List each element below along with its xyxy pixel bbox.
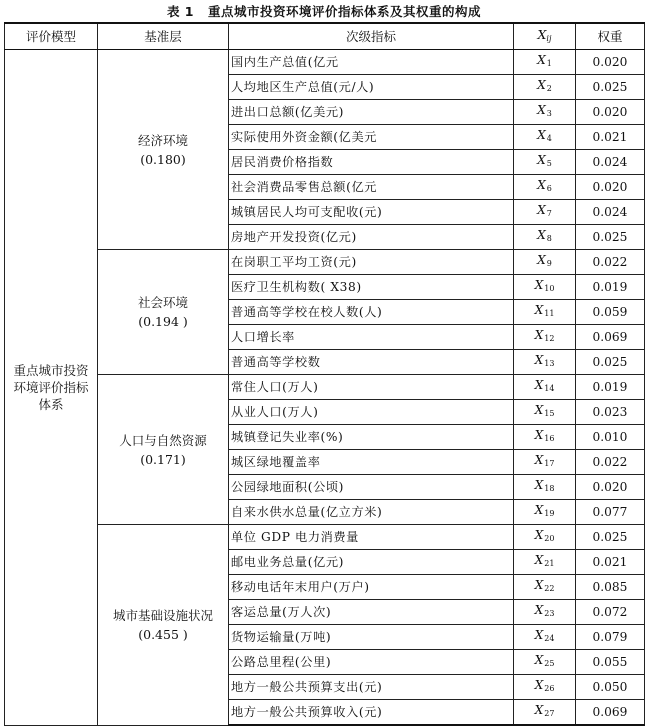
weight-cell: 0.069: [576, 700, 645, 726]
code-cell: $X_{22}$: [514, 575, 576, 600]
code-cell: $X_{13}$: [514, 350, 576, 375]
weight-cell: 0.059: [576, 300, 645, 325]
header-row: [5, 23, 645, 50]
weight-cell: 0.010: [576, 425, 645, 450]
header-weight: 权重: [576, 23, 645, 50]
indicator-cell: 自来水供水总量(亿立方米): [229, 500, 514, 525]
code-cell: $X_8$: [514, 225, 576, 250]
weight-cell: 0.025: [576, 350, 645, 375]
weight-cell: 0.023: [576, 400, 645, 425]
code-cell: $X_6$: [514, 175, 576, 200]
weight-cell: 0.021: [576, 125, 645, 150]
code-cell: $X_{27}$: [514, 700, 576, 726]
weight-cell: 0.019: [576, 375, 645, 400]
layer-weight: (0.171): [140, 451, 186, 467]
header-layer: 基准层: [98, 23, 229, 50]
indicator-cell: 城镇登记失业率(%): [229, 425, 514, 450]
indicator-cell: 实际使用外资金额(亿美元: [229, 125, 514, 150]
indicator-cell: 地方一般公共预算收入(元): [229, 700, 514, 726]
indicator-cell: 普通高等学校数: [229, 350, 514, 375]
table-row: [5, 525, 645, 550]
table-title: 重点城市投资环境评价指标体系及其权重的构成: [208, 4, 482, 19]
indicator-cell: 单位 GDP 电力消费量: [229, 525, 514, 550]
indicator-cell: 人均地区生产总值(元/人): [229, 75, 514, 100]
weight-cell: 0.025: [576, 525, 645, 550]
indicator-cell: 客运总量(万人次): [229, 600, 514, 625]
weight-cell: 0.024: [576, 150, 645, 175]
code-cell: $X_3$: [514, 100, 576, 125]
weight-cell: 0.022: [576, 250, 645, 275]
weight-cell: 0.019: [576, 275, 645, 300]
indicator-table: [4, 22, 645, 726]
indicator-cell: 进出口总额(亿美元): [229, 100, 514, 125]
indicator-cell: 普通高等学校在校人数(人): [229, 300, 514, 325]
weight-cell: 0.085: [576, 575, 645, 600]
weight-cell: 0.055: [576, 650, 645, 675]
header-code: $X_{ij}$: [514, 23, 576, 50]
model-cell: 重点城市投资环境评价指标体系: [5, 50, 98, 726]
layer-name: 人口与自然资源: [119, 432, 207, 448]
code-cell: $X_{26}$: [514, 675, 576, 700]
layer-weight: (0.194 ): [138, 314, 188, 329]
code-cell: $X_{15}$: [514, 400, 576, 425]
weight-cell: 0.020: [576, 50, 645, 75]
code-cell: $X_9$: [514, 250, 576, 275]
weight-cell: 0.022: [576, 450, 645, 475]
weight-cell: 0.020: [576, 475, 645, 500]
table-number: 表 1: [166, 4, 195, 19]
code-cell: $X_{12}$: [514, 325, 576, 350]
indicator-cell: 从业人口(万人): [229, 400, 514, 425]
table-row: [5, 50, 645, 75]
table-body: [5, 50, 645, 726]
indicator-cell: 国内生产总值(亿元: [229, 50, 514, 75]
layer-cell: [98, 50, 229, 250]
layer-name: 经济环境: [137, 132, 188, 148]
table-caption: [0, 2, 648, 20]
weight-cell: 0.025: [576, 75, 645, 100]
code-cell: $X_7$: [514, 200, 576, 225]
weight-cell: 0.072: [576, 600, 645, 625]
code-cell: $X_4$: [514, 125, 576, 150]
code-cell: $X_2$: [514, 75, 576, 100]
code-cell: $X_{23}$: [514, 600, 576, 625]
code-cell: $X_{16}$: [514, 425, 576, 450]
indicator-cell: 邮电业务总量(亿元): [229, 550, 514, 575]
indicator-cell: 货物运输量(万吨): [229, 625, 514, 650]
weight-cell: 0.079: [576, 625, 645, 650]
code-cell: $X_{18}$: [514, 475, 576, 500]
code-cell: $X_{10}$: [514, 275, 576, 300]
weight-cell: 0.069: [576, 325, 645, 350]
layer-name: 城市基础设施状况: [112, 607, 213, 623]
indicator-cell: 公路总里程(公里): [229, 650, 514, 675]
indicator-cell: 城镇居民人均可支配收(元): [229, 200, 514, 225]
indicator-cell: 人口增长率: [229, 325, 514, 350]
indicator-cell: 社会消费品零售总额(亿元: [229, 175, 514, 200]
code-cell: $X_{19}$: [514, 500, 576, 525]
weight-cell: 0.021: [576, 550, 645, 575]
weight-cell: 0.024: [576, 200, 645, 225]
indicator-cell: 居民消费价格指数: [229, 150, 514, 175]
header-model: 评价模型: [5, 23, 98, 50]
layer-cell: [98, 250, 229, 375]
code-cell: $X_{17}$: [514, 450, 576, 475]
weight-cell: 0.077: [576, 500, 645, 525]
weight-cell: 0.025: [576, 225, 645, 250]
indicator-cell: 城区绿地覆盖率: [229, 450, 514, 475]
layer-weight: (0.455 ): [138, 626, 188, 642]
indicator-cell: 房地产开发投资(亿元): [229, 225, 514, 250]
weight-cell: 0.020: [576, 100, 645, 125]
layer-cell: [98, 375, 229, 525]
indicator-cell: 在岗职工平均工资(元): [229, 250, 514, 275]
indicator-cell: 常住人口(万人): [229, 375, 514, 400]
layer-name: 社会环境: [137, 295, 188, 310]
indicator-cell: 公园绿地面积(公顷): [229, 475, 514, 500]
weight-cell: 0.050: [576, 675, 645, 700]
code-cell: $X_1$: [514, 50, 576, 75]
indicator-cell: 移动电话年末用户(万户): [229, 575, 514, 600]
weight-cell: 0.020: [576, 175, 645, 200]
layer-cell: [98, 525, 229, 726]
code-cell: $X_{20}$: [514, 525, 576, 550]
table-row: [5, 250, 645, 275]
indicator-cell: 地方一般公共预算支出(元): [229, 675, 514, 700]
header-indicator: 次级指标: [229, 23, 514, 50]
code-cell: $X_{14}$: [514, 375, 576, 400]
code-cell: $X_{25}$: [514, 650, 576, 675]
code-cell: $X_{21}$: [514, 550, 576, 575]
code-cell: $X_5$: [514, 150, 576, 175]
table-row: [5, 375, 645, 400]
code-cell: $X_{24}$: [514, 625, 576, 650]
layer-weight: (0.180): [140, 151, 186, 167]
code-cell: $X_{11}$: [514, 300, 576, 325]
indicator-cell: 医疗卫生机构数( X38): [229, 275, 514, 300]
